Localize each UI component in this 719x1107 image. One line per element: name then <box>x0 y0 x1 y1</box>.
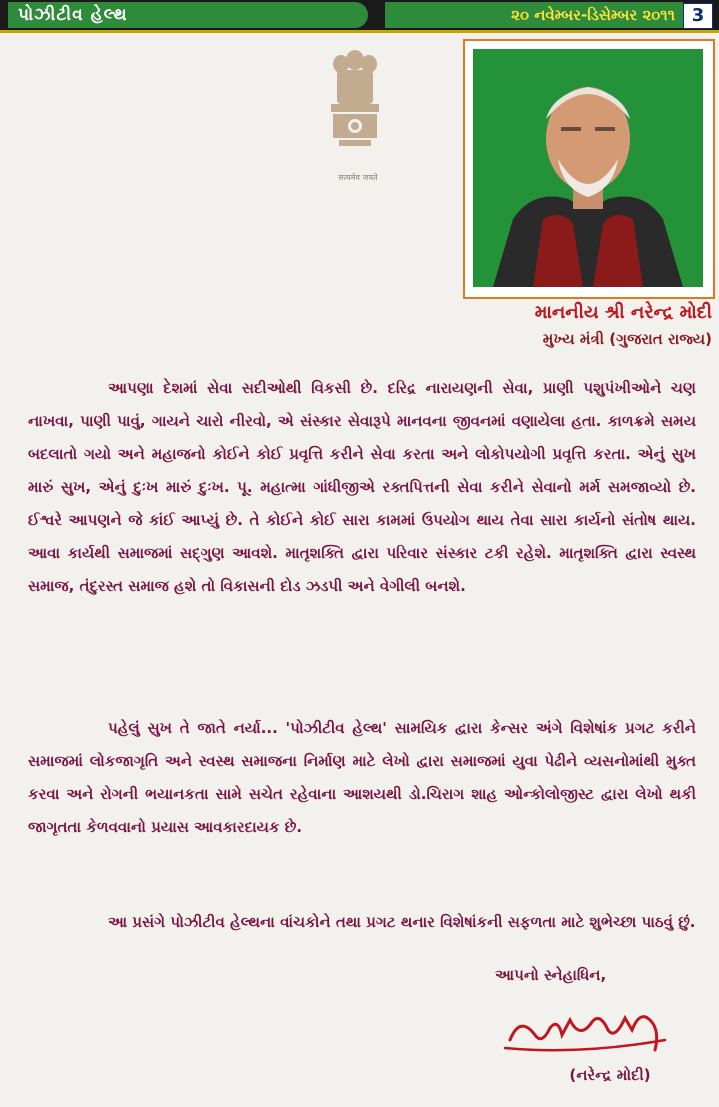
paragraph-2: પહેલું સુખ તે જાતે નર્યા... 'પોઝીટીવ હેલ્થ' સામયિક દ્વારા કેન્સર અંગે વિશેષાંક પ્રગટ કરીને સમાજમાં લોકજાગૃતિ અને સ્વસ્થ સમાજના નિર્માણ માટે લેખો દ્વારા સમાજમાં યુવા પેઢીને વ્યસનોમાંથી મુક્ત કરવા અને રોગની ભયાનકતા સામે સચેત રહેવાના આશયથી ડો.ચિરાગ શાહ ઓન્કોલોજીસ્ટ દ્વારા લેખો થકી જાગૃતતા કેળવવાનો પ્રયાસ આવકારદાયક છે. <box>28 719 696 836</box>
paragraph-3: આ પ્રસંગે પોઝીટીવ હેલ્થના વાંચકોને તથા પ્રગટ થનાર વિશેષાંકની સફળતા માટે શુભેચ્છા પાઠવું છું. <box>108 913 696 931</box>
page-header <box>0 0 719 33</box>
issue-date: ૨૦ નવેમ્બર-ડિસેમ્બર ૨૦૧૧ <box>385 2 683 28</box>
emblem-motto: सत्यमेव जयते <box>338 173 378 182</box>
person-name: માનનીય શ્રી નરેન્દ્ર મોદી <box>534 302 712 323</box>
signatory-name: (નરેન્દ્ર મોદી) <box>569 1066 651 1084</box>
paragraph-1: આપણા દેશમાં સેવા સદીઓથી વિકસી છે. દરિદ્ર નારાયણની સેવા, પ્રાણી પશુપંખીઓને ચણ નાખવા, પાણી પાવું, ગાયને ચારો નીરવો, એ સંસ્કાર સેવારૂપે માનવના જીવનમાં વણાયેલા હતા. કાળક્રમે સમય બદલાતો ગયો અને મહાજનો કોઈને કોઈ પ્રવૃત્તિ કરીને સેવા કરતા અને લોકોપયોગી પ્રવૃત્તિ કરતા. એનું સુખ મારું સુખ, એનું દુઃખ મારું દુઃખ. પૂ. મહાત્મા ગાંધીજીએ રક્તપિત્તની સેવા કરીને સેવાનો મર્મ સમજાવ્યો છે. ઈશ્વરે આપણને જે કાંઈ આપ્યું છે. તે કોઈને કોઈ સારા કામમાં ઉપયોગ થાય તેવા સારા કાર્યનો સંતોષ થાય. આવા કાર્યથી સમાજમાં સદ્‌ગુણ આવશે. માતૃશક્તિ દ્વારા પરિવાર સંસ્કાર ટકી રહેશે. માતૃશક્તિ દ્વારા સ્વસ્થ સમાજ, તંદુરસ્ત સમાજ હશે તો વિકાસની દોડ ઝડપી અને વેગીલી બનશે. <box>28 379 696 595</box>
portrait-photo <box>473 49 703 287</box>
page-number: 3 <box>683 3 713 29</box>
person-designation: મુખ્ય મંત્રી (ગુજરાત રાજ્ય) <box>542 330 712 348</box>
magazine-title: પોઝીટીવ હેલ્થ <box>8 2 368 28</box>
national-emblem-icon <box>325 38 385 168</box>
handwritten-signature <box>500 1000 670 1060</box>
closing-salutation: આપનો સ્નેહાધિન, <box>495 966 607 984</box>
portrait-frame <box>463 39 715 299</box>
